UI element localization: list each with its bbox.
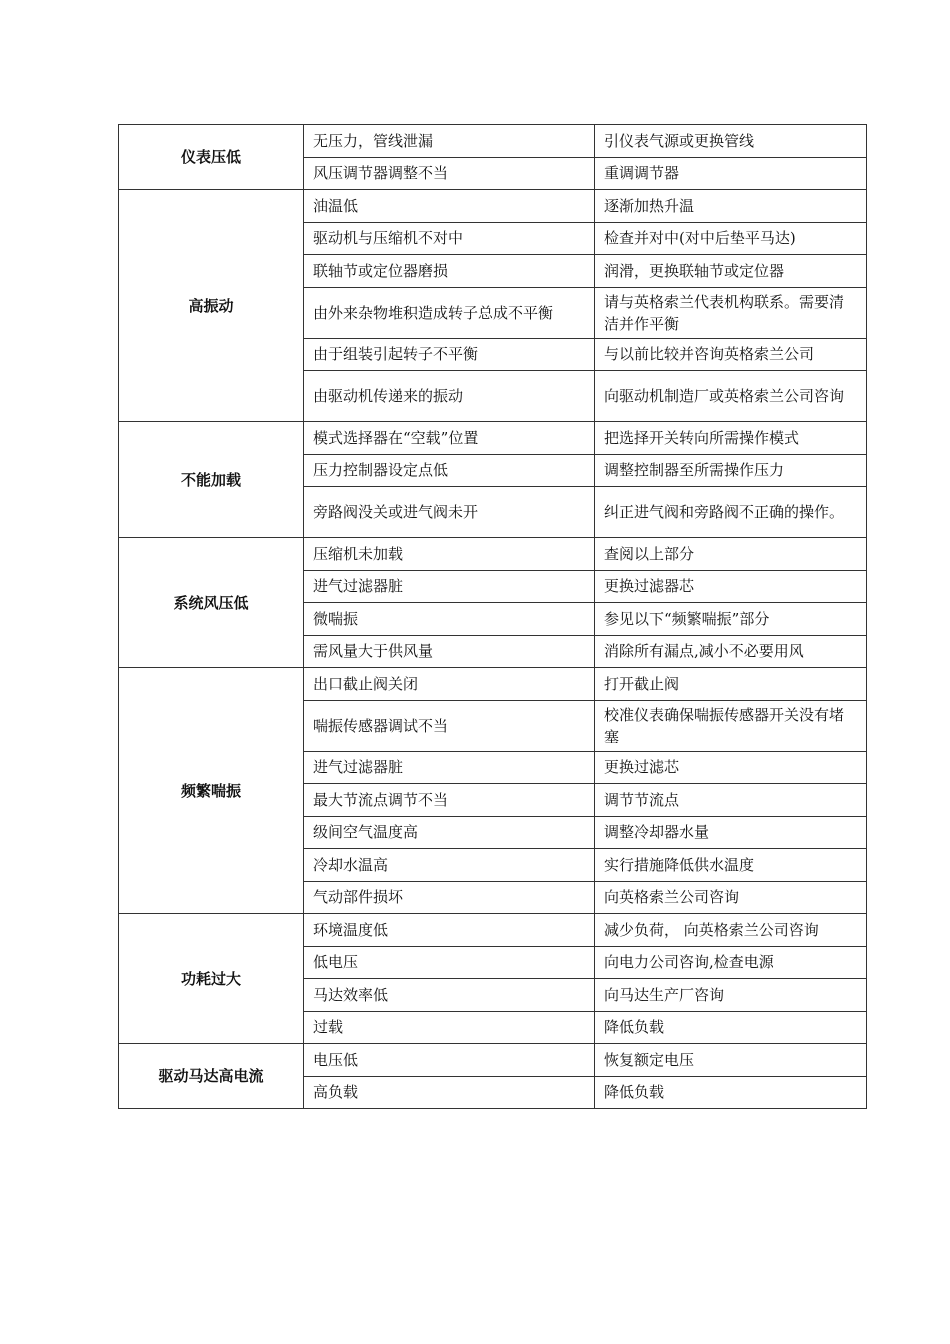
remedy-cell: 参见以下“频繁喘振”部分 <box>595 603 867 636</box>
cause-cell: 最大节流点调节不当 <box>304 784 595 817</box>
remedy-cell: 调节节流点 <box>595 784 867 817</box>
category-cell: 驱动马达高电流 <box>119 1044 304 1109</box>
remedy-cell: 查阅以上部分 <box>595 538 867 571</box>
remedy-cell: 向马达生产厂咨询 <box>595 979 867 1012</box>
remedy-cell: 降低负载 <box>595 1076 867 1109</box>
remedy-cell: 调整冷却器水量 <box>595 816 867 849</box>
cause-cell: 需风量大于供风量 <box>304 635 595 668</box>
cause-cell: 旁路阀没关或进气阀未开 <box>304 487 595 538</box>
remedy-cell: 恢复额定电压 <box>595 1044 867 1077</box>
table-row <box>119 1044 867 1077</box>
cause-cell: 喘振传感器调试不当 <box>304 700 595 751</box>
cause-cell: 出口截止阀关闭 <box>304 668 595 701</box>
cause-cell: 微喘振 <box>304 603 595 636</box>
remedy-cell: 校准仪表确保喘振传感器开关没有堵塞 <box>595 700 867 751</box>
remedy-cell: 向驱动机制造厂或英格索兰公司咨询 <box>595 371 867 422</box>
cause-cell: 级间空气温度高 <box>304 816 595 849</box>
category-cell: 不能加载 <box>119 422 304 538</box>
cause-cell: 油温低 <box>304 190 595 223</box>
table-row <box>119 190 867 223</box>
category-cell: 系统风压低 <box>119 538 304 668</box>
remedy-cell: 降低负载 <box>595 1011 867 1044</box>
cause-cell: 压缩机未加载 <box>304 538 595 571</box>
category-cell: 仪表压低 <box>119 125 304 190</box>
cause-cell: 低电压 <box>304 946 595 979</box>
cause-cell: 压力控制器设定点低 <box>304 454 595 487</box>
remedy-cell: 消除所有漏点,减小不必要用风 <box>595 635 867 668</box>
table-row <box>119 422 867 455</box>
cause-cell: 由外来杂物堆积造成转子总成不平衡 <box>304 287 595 338</box>
cause-cell: 由于组装引起转子不平衡 <box>304 338 595 371</box>
cause-cell: 模式选择器在“空载”位置 <box>304 422 595 455</box>
cause-cell: 进气过滤器脏 <box>304 751 595 784</box>
cause-cell: 驱动机与压缩机不对中 <box>304 222 595 255</box>
remedy-cell: 调整控制器至所需操作压力 <box>595 454 867 487</box>
remedy-cell: 润滑，更换联轴节或定位器 <box>595 255 867 288</box>
cause-cell: 马达效率低 <box>304 979 595 1012</box>
cause-cell: 电压低 <box>304 1044 595 1077</box>
cause-cell: 进气过滤器脏 <box>304 570 595 603</box>
remedy-cell: 纠正进气阀和旁路阀不正确的操作。 <box>595 487 867 538</box>
remedy-cell: 检查并对中(对中后垫平马达) <box>595 222 867 255</box>
table-row <box>119 668 867 701</box>
remedy-cell: 向英格索兰公司咨询 <box>595 881 867 914</box>
cause-cell: 风压调节器调整不当 <box>304 157 595 190</box>
table-row <box>119 914 867 947</box>
remedy-cell: 请与英格索兰代表机构联系。需要清洁并作平衡 <box>595 287 867 338</box>
remedy-cell: 向电力公司咨询,检查电源 <box>595 946 867 979</box>
table-row <box>119 538 867 571</box>
troubleshooting-table <box>118 124 867 1109</box>
cause-cell: 冷却水温高 <box>304 849 595 882</box>
cause-cell: 高负载 <box>304 1076 595 1109</box>
category-cell: 功耗过大 <box>119 914 304 1044</box>
remedy-cell: 打开截止阀 <box>595 668 867 701</box>
remedy-cell: 把选择开关转向所需操作模式 <box>595 422 867 455</box>
cause-cell: 过载 <box>304 1011 595 1044</box>
table-row <box>119 125 867 158</box>
remedy-cell: 重调调节器 <box>595 157 867 190</box>
remedy-cell: 引仪表气源或更换管线 <box>595 125 867 158</box>
cause-cell: 气动部件损坏 <box>304 881 595 914</box>
cause-cell: 无压力，管线泄漏 <box>304 125 595 158</box>
remedy-cell: 减少负荷， 向英格索兰公司咨询 <box>595 914 867 947</box>
category-cell: 高振动 <box>119 190 304 422</box>
remedy-cell: 更换过滤芯 <box>595 751 867 784</box>
cause-cell: 由驱动机传递来的振动 <box>304 371 595 422</box>
category-cell: 频繁喘振 <box>119 668 304 914</box>
cause-cell: 环境温度低 <box>304 914 595 947</box>
cause-cell: 联轴节或定位器磨损 <box>304 255 595 288</box>
remedy-cell: 实行措施降低供水温度 <box>595 849 867 882</box>
remedy-cell: 逐渐加热升温 <box>595 190 867 223</box>
remedy-cell: 与以前比较并咨询英格索兰公司 <box>595 338 867 371</box>
remedy-cell: 更换过滤器芯 <box>595 570 867 603</box>
